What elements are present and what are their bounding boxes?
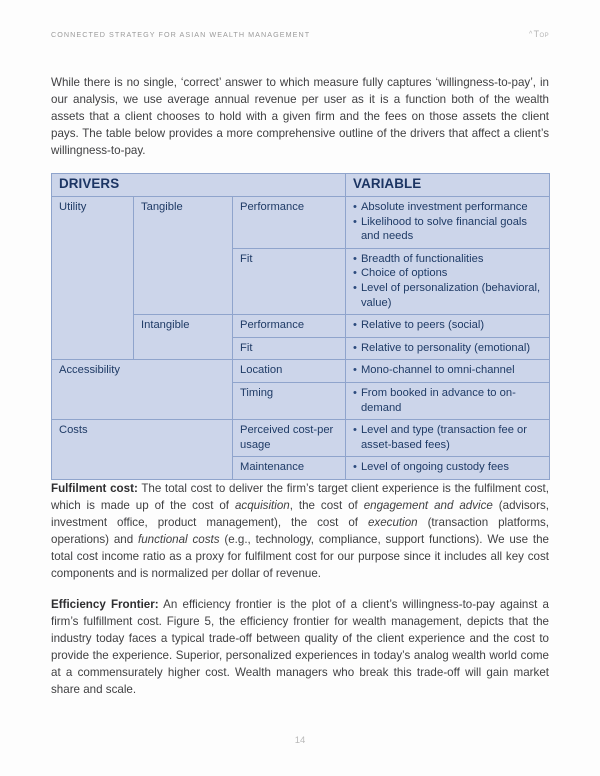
fulfilment-italic-acquisition: acquisition xyxy=(234,499,290,513)
variable-bullet xyxy=(353,318,543,333)
cell-variable xyxy=(346,383,550,420)
table-row xyxy=(52,420,550,457)
bullet-icon: • xyxy=(353,424,357,437)
cell-variable xyxy=(346,420,550,457)
variable-text: Level of personalization (behavioral, value) xyxy=(360,282,541,309)
variable-bullet xyxy=(353,281,543,310)
bullet-icon: • xyxy=(353,252,357,265)
cell-driver: Performance xyxy=(233,197,346,249)
cell-category: Utility xyxy=(52,197,134,360)
variable-text: Relative to peers (social) xyxy=(360,319,485,332)
column-header-variable: VARIABLE xyxy=(346,174,550,197)
bullet-icon: • xyxy=(353,387,357,399)
back-to-top-link[interactable] xyxy=(529,29,549,39)
variable-bullet xyxy=(353,252,543,267)
cell-variable xyxy=(346,248,550,314)
cell-variable xyxy=(346,197,550,249)
cell-driver: Location xyxy=(233,360,346,383)
variable-text: From booked in advance to on-demand xyxy=(360,387,516,414)
cell-variable xyxy=(346,315,550,338)
cell-driver: Fit xyxy=(233,337,346,360)
running-header xyxy=(51,26,549,42)
cell-variable xyxy=(346,360,550,383)
document-title: CONNECTED STRATEGY FOR ASIAN WEALTH MANAGEMENT xyxy=(51,29,311,39)
variable-text: Choice of options xyxy=(360,267,448,280)
cell-driver: Timing xyxy=(233,383,346,420)
efficiency-term: Efficiency Frontier: xyxy=(51,597,159,611)
variable-bullet xyxy=(353,423,543,452)
variable-bullet xyxy=(353,200,543,215)
variable-bullet xyxy=(353,363,543,378)
variable-bullet xyxy=(353,460,543,475)
efficiency-text: An efficiency frontier is the plot of a client’s willingness-to-pay against a firm’s fulfillment cost. Figure 5, the efficiency frontier for wealth management, depicts that the industry today faces a typical trade-off between quality of the client experience and the cost to provide the experience. Superior, personalized experiences in today’s analog wealth world come at a commensurately higher cost. Wealth managers who break this trade-off will gain market share and scale. xyxy=(51,597,549,696)
variable-text: Breadth of functionalities xyxy=(360,252,484,265)
cell-driver: Fit xyxy=(233,248,346,314)
page-number: 14 xyxy=(294,735,306,746)
variable-text: Level of ongoing custody fees xyxy=(360,461,509,474)
cell-variable xyxy=(346,457,550,480)
variable-text: Level and type (transaction fee or asset-based fees) xyxy=(360,424,528,451)
drivers-table-container xyxy=(51,173,549,480)
variable-bullet xyxy=(353,341,543,356)
cell-variable xyxy=(346,337,550,360)
variable-text: Mono-channel to omni-channel xyxy=(360,364,515,377)
caret-up-icon: ^ xyxy=(528,31,533,38)
page-content xyxy=(51,74,549,698)
fulfilment-cost-paragraph xyxy=(51,480,549,583)
bullet-icon: • xyxy=(353,201,357,214)
variable-text: Relative to personality (emotional) xyxy=(360,341,531,354)
fulfilment-text-5: (e.g., technology, compliance, support functions). We use the total cost income ratio as a proxy for fulfilment cost for our purpose since it includes all key cost components and is normalized per dollar of revenue. xyxy=(51,533,549,581)
variable-bullet xyxy=(353,215,543,244)
fulfilment-term: Fulfilment cost: xyxy=(51,481,138,495)
bullet-icon: • xyxy=(353,341,357,354)
back-to-top-label: Top xyxy=(533,29,549,39)
fulfilment-text-3: (advisors, investment office, product management), the cost of xyxy=(51,499,550,530)
bullet-icon: • xyxy=(353,319,357,332)
cell-type: Intangible xyxy=(134,315,233,360)
variable-text: Absolute investment performance xyxy=(360,201,528,214)
fulfilment-italic-execution: execution xyxy=(367,516,418,530)
variable-bullet xyxy=(353,266,543,281)
bullet-icon: • xyxy=(353,461,357,474)
table-row xyxy=(52,360,550,383)
table-header-row xyxy=(52,174,550,197)
cell-driver: Perceived cost-per usage xyxy=(233,420,346,457)
cell-driver: Performance xyxy=(233,315,346,338)
variable-bullet xyxy=(353,386,543,415)
efficiency-frontier-paragraph xyxy=(51,596,549,699)
fulfilment-italic-functional: functional costs xyxy=(138,533,220,547)
bullet-icon: • xyxy=(353,215,357,228)
cell-type: Tangible xyxy=(134,197,233,315)
drivers-table xyxy=(51,173,550,480)
bullet-icon: • xyxy=(353,282,357,295)
cell-driver: Maintenance xyxy=(233,457,346,480)
fulfilment-italic-engagement: engagement and advice xyxy=(363,499,493,513)
fulfilment-text-1: The total cost to deliver the firm’s target client experience is the fulfilment cost, which is made up of the cost of xyxy=(51,481,549,513)
variable-text: Likelihood to solve financial goals and needs xyxy=(360,215,528,243)
bullet-icon: • xyxy=(353,364,357,377)
column-header-drivers: DRIVERS xyxy=(52,174,346,197)
cell-category: Accessibility xyxy=(52,360,233,420)
fulfilment-text-4: (transaction platforms, operations) and xyxy=(51,516,549,547)
drivers-table-body xyxy=(52,197,550,480)
intro-paragraph: While there is no single, ‘correct’ answer to which measure fully captures ‘willingness-to-pay’, in our analysis, we use average annual revenue per user as it is a function both of the wealth assets that a client chooses to hold with a given firm and the fees on those assets the client pays. The table below provides a more comprehensive outline of the drivers that affect a client’s willingness-to-pay. xyxy=(51,76,549,158)
fulfilment-text-2: , the cost of xyxy=(289,499,364,513)
table-row xyxy=(52,197,550,249)
bullet-icon: • xyxy=(353,267,357,280)
cell-category: Costs xyxy=(52,420,233,480)
